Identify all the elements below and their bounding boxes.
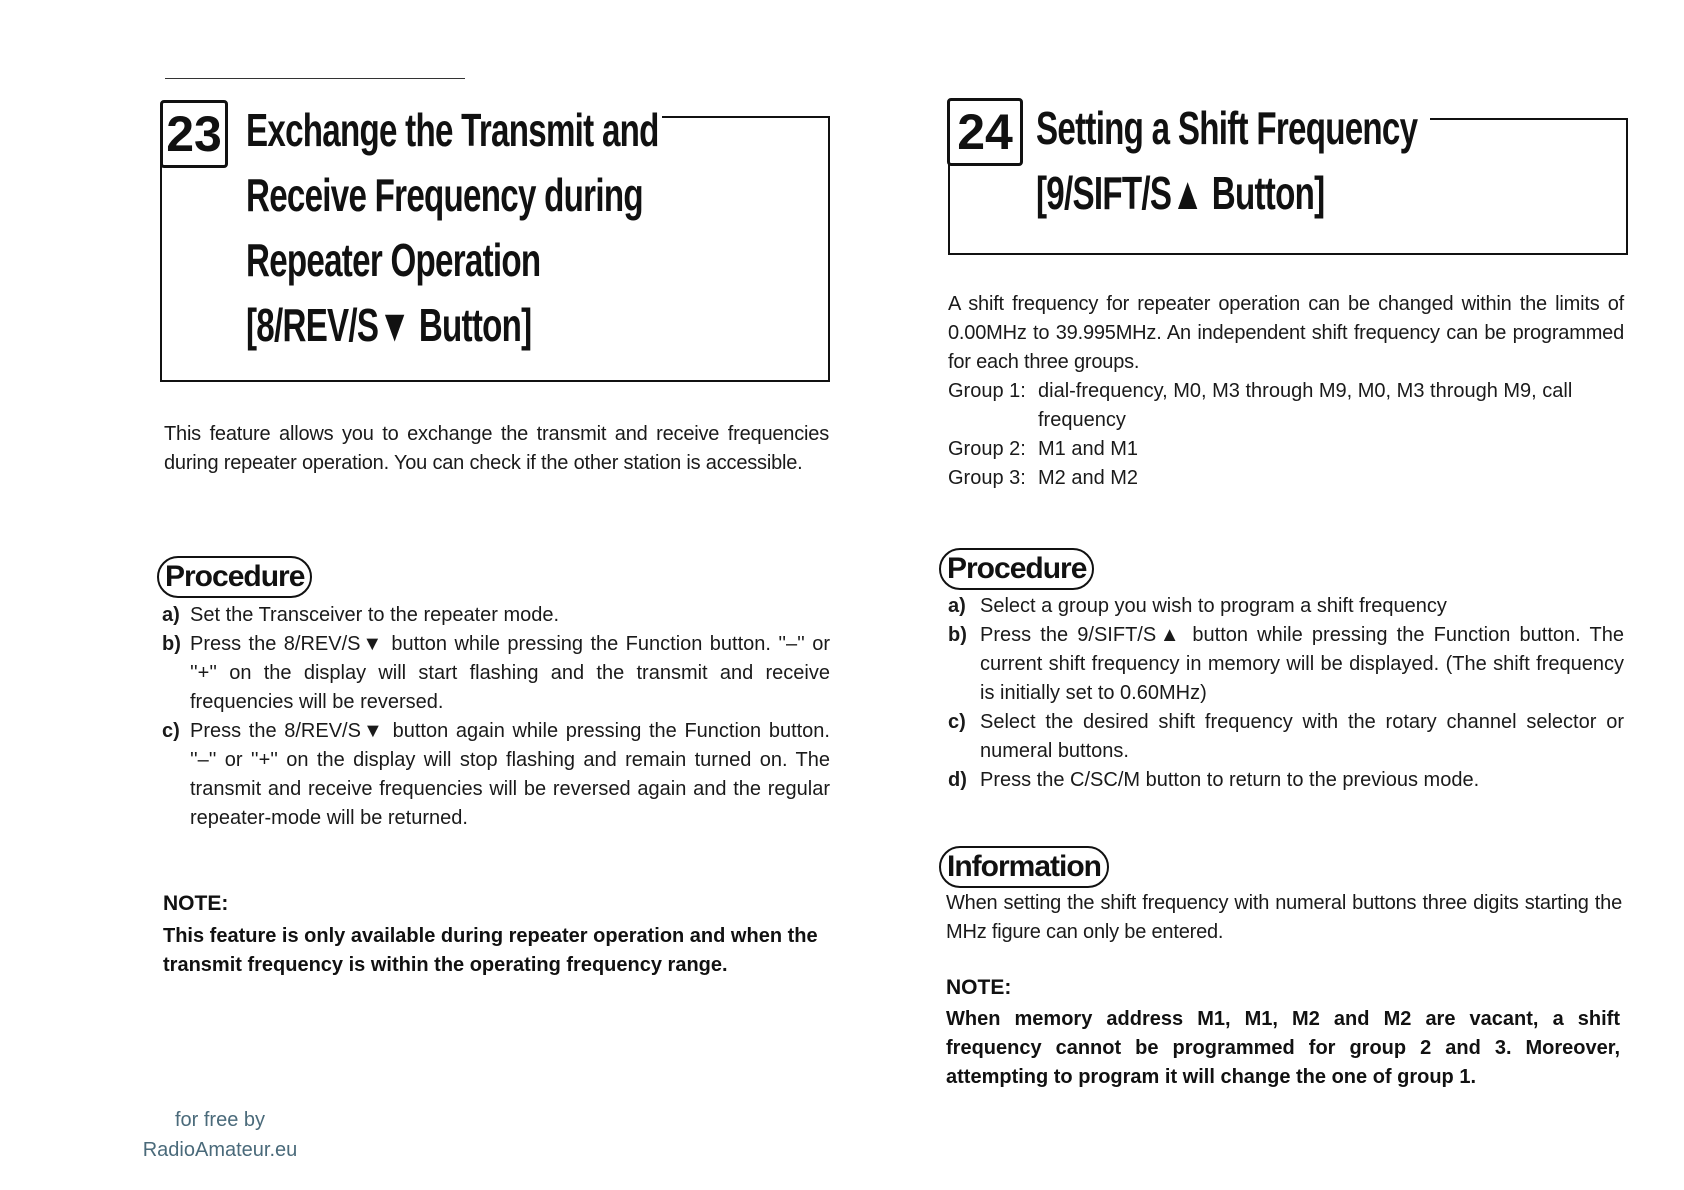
procedure-heading: Procedure (157, 556, 312, 598)
list-item: b) Press the 8/REV/S▼ button while pressing the Function button. ''–'' or ''+'' on the display will start flashing and the transmit and receive frequencies will be reversed. (162, 633, 830, 713)
section-23-title (246, 98, 659, 358)
list-item-continuation: frequency (1038, 409, 1126, 431)
title-line: [9/SIFT/S▲ Button] (1036, 167, 1325, 219)
list-item: d) Press the C/SC/M button to return to the previous mode. (948, 769, 1480, 791)
footer-link[interactable]: RadioAmateur.eu (142, 1139, 298, 1161)
title-line: Repeater Operation (246, 234, 541, 286)
group-list (948, 377, 1628, 493)
list-item: Group 2: M1 and M1 (948, 438, 1139, 460)
note-heading: NOTE: (946, 976, 1012, 999)
information-text: When setting the shift frequency with numeral buttons three digits starting the MHz figure can only be entered. (946, 892, 1622, 943)
top-rule (165, 78, 465, 79)
title-line: Receive Frequency during (246, 169, 643, 221)
section-24-number: 24 (947, 98, 1023, 166)
title-line: [8/REV/S▼ Button] (246, 299, 532, 351)
title-line: Exchange the Transmit and (246, 104, 659, 156)
list-item: a) Select a group you wish to program a shift frequency (948, 595, 1447, 617)
intro-text: This feature allows you to exchange the transmit and receive frequencies during repeater operation. You can check if the other station is accessible. (164, 423, 829, 474)
information-heading: Information (939, 846, 1109, 888)
section-23-number: 23 (160, 100, 228, 168)
procedure-steps (162, 601, 830, 833)
section-24-intro (948, 290, 1624, 377)
note-text: When memory address M1, M1, M2 and M2 are vacant, a shift frequency cannot be programmed for group 2 and 3. Moreover, attempting to program it will change the one of group 1. (946, 1008, 1620, 1088)
footer-line: for free by (174, 1109, 266, 1131)
section-23-intro (164, 420, 829, 478)
list-item: b) Press the 9/SIFT/S▲ button while pressing the Function button. The current shift frequency in memory will be displayed. (The shift frequency is initially set to 0.60MHz) (948, 624, 1624, 704)
list-item: c) Press the 8/REV/S▼ button again while pressing the Function button. ''–'' or ''+'' on the display will stop flashing and remain turned on. The transmit and receive frequencies will be reversed again and the regular repeater-mode will be returned. (162, 720, 830, 829)
list-item: a) Set the Transceiver to the repeater mode. (162, 604, 560, 626)
procedure-heading: Procedure (939, 548, 1094, 590)
list-item: c) Select the desired shift frequency with the rotary channel selector or numeral buttons. (948, 711, 1624, 762)
footer-credit (120, 1105, 320, 1165)
intro-text: A shift frequency for repeater operation can be changed within the limits of 0.00MHz to 39.995MHz. An independent shift frequency can be programmed for each three groups. (948, 293, 1624, 373)
procedure-steps (948, 592, 1624, 795)
list-item: Group 1: dial-frequency, M0, M3 through M9, M0, M3 through M9, call (948, 380, 1573, 402)
note-text: This feature is only available during repeater operation and when the transmit frequency is within the operating frequency range. (163, 925, 818, 976)
list-item: Group 3: M2 and M2 (948, 467, 1139, 489)
section-24-title (1036, 96, 1417, 226)
title-line: Setting a Shift Frequency (1036, 102, 1418, 154)
note-heading: NOTE: (163, 892, 229, 915)
